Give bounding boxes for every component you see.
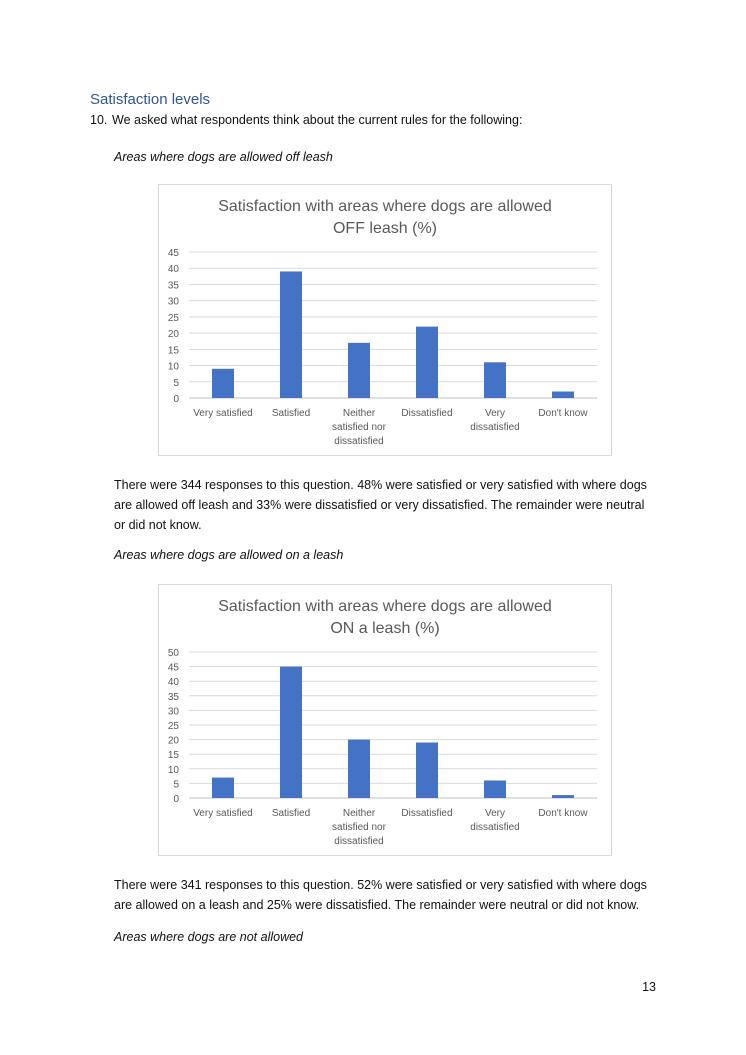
bar xyxy=(552,392,574,398)
x-tick-label: Satisfied xyxy=(271,808,311,819)
chart-title-line: Satisfaction with areas where dogs are allowed xyxy=(218,198,552,215)
subheading-off-leash: Areas where dogs are allowed off leash xyxy=(114,150,333,164)
x-tick-label: satisfied nor xyxy=(332,422,386,433)
page-number: 13 xyxy=(642,980,656,994)
y-tick-label: 50 xyxy=(167,648,179,659)
paragraph-off-leash: There were 344 responses to this question. 48% were satisfied or very satisfied with where dogs are allowed off leash and 33% were dissatisfied or very dissatisfied. The remainder were neutral or did not know. xyxy=(114,478,647,532)
y-tick-label: 40 xyxy=(167,677,179,689)
y-tick-label: 10 xyxy=(167,764,179,776)
y-tick-label: 5 xyxy=(173,377,179,389)
x-tick-label: Don't know xyxy=(538,808,588,819)
x-tick-label: Very xyxy=(484,808,506,819)
chart-off-leash-svg xyxy=(159,185,611,455)
x-tick-label: Dissatisfied xyxy=(401,408,453,419)
question-line xyxy=(90,113,522,127)
x-tick-label: Very satisfied xyxy=(193,808,253,819)
bar xyxy=(552,795,574,798)
x-tick-label: Neither xyxy=(342,408,376,419)
bar xyxy=(416,327,438,398)
x-tick-label: dissatisfied xyxy=(334,436,384,447)
bar xyxy=(348,343,370,398)
subheading-on-leash: Areas where dogs are allowed on a leash xyxy=(114,548,344,562)
section-heading: Satisfaction levels xyxy=(90,91,211,108)
bar xyxy=(484,362,506,398)
x-tick-label: dissatisfied xyxy=(334,836,384,847)
bar xyxy=(416,743,438,798)
chart-title-line: ON a leash (%) xyxy=(330,620,440,637)
y-tick-label: 35 xyxy=(167,280,179,292)
bar xyxy=(280,271,302,398)
bar xyxy=(348,740,370,798)
chart-on-leash-svg xyxy=(159,585,611,855)
question-number: 10. xyxy=(90,113,108,127)
y-tick-label: 20 xyxy=(167,735,179,747)
subheading-not-allowed: Areas where dogs are not allowed xyxy=(114,930,304,944)
y-tick-label: 15 xyxy=(167,345,179,357)
y-tick-label: 40 xyxy=(167,264,179,276)
x-tick-label: Dissatisfied xyxy=(401,808,453,819)
x-tick-label: Satisfied xyxy=(271,408,311,419)
y-tick-label: 35 xyxy=(167,691,179,703)
y-tick-label: 25 xyxy=(167,721,179,732)
y-tick-label: 10 xyxy=(167,361,179,373)
question-text: We asked what respondents think about the current rules for the following: xyxy=(112,113,523,127)
bar xyxy=(484,780,506,798)
x-tick-label: Don't know xyxy=(538,408,588,419)
bar xyxy=(212,778,234,798)
chart-title-line: OFF leash (%) xyxy=(332,220,438,237)
y-tick-label: 0 xyxy=(173,794,179,805)
y-tick-label: 20 xyxy=(167,329,179,341)
y-tick-label: 25 xyxy=(167,312,179,324)
y-tick-label: 45 xyxy=(167,248,179,259)
chart-title-line: Satisfaction with areas where dogs are allowed xyxy=(218,598,552,615)
x-tick-label: dissatisfied xyxy=(470,822,520,833)
y-tick-label: 0 xyxy=(173,394,179,405)
y-tick-label: 45 xyxy=(167,662,179,674)
paragraph-on-leash: There were 341 responses to this question. 52% were satisfied or very satisfied with where dogs are allowed on a leash and 25% were dissatisfied. The remainder were neutral or did not know. xyxy=(114,878,647,912)
x-tick-label: dissatisfied xyxy=(470,422,520,433)
y-tick-label: 30 xyxy=(167,706,179,718)
x-tick-label: Neither xyxy=(342,808,376,819)
bar xyxy=(212,369,234,398)
chart-on-leash xyxy=(158,584,612,856)
x-tick-label: Very xyxy=(484,408,506,419)
chart-off-leash xyxy=(158,184,612,456)
y-tick-label: 5 xyxy=(173,779,179,791)
x-tick-label: Very satisfied xyxy=(193,408,253,419)
y-tick-label: 15 xyxy=(167,750,179,762)
x-tick-label: satisfied nor xyxy=(332,822,386,833)
y-tick-label: 30 xyxy=(167,296,179,308)
bar xyxy=(280,667,302,798)
